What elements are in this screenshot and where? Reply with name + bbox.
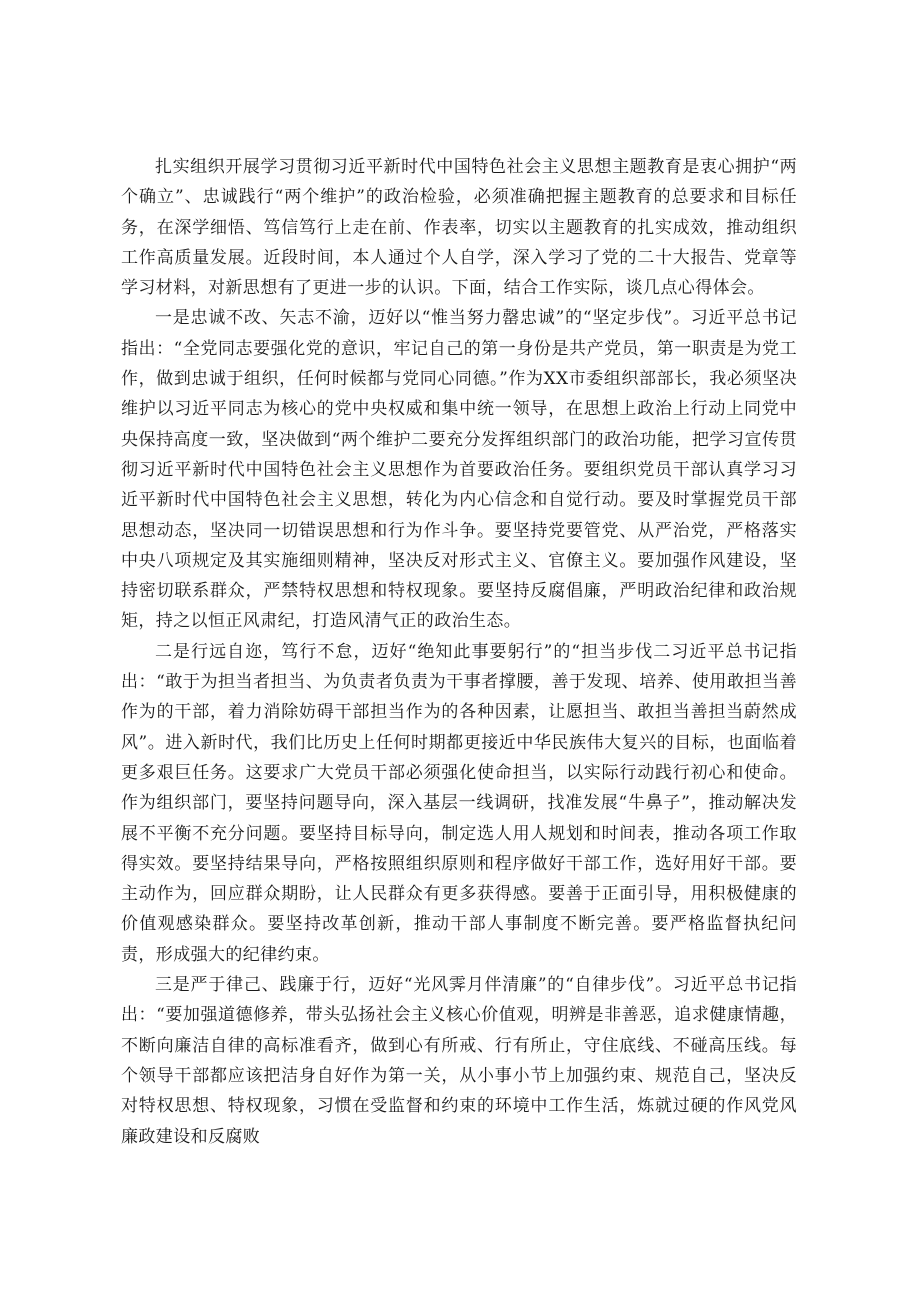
section-two-paragraph: 二是行远自迩，笃行不怠，迈好“绝知此事要躬行”的“担当步伐二习近平总书记指出：“敢于为担当者担当、为负责者负责为干事者撑腰，善于发现、培养、使用敢担当善作为的干部，着力消除妨碍干部担当作为的各种因素，让愿担当、敢担当善担当蔚然成风”。进入新时代，我们比历史上任何时期都更接近中华民族伟大复兴的目标，也面临着更多艰巨任务。这要求广大党员干部必须强化使命担当，以实际行动践行初心和使命。作为组织部门，要坚持问题导向，深入基层一线调研，找准发展“牛鼻子”，推动解决发展不平衡不充分问题。要坚持目标导向，制定选人用人规划和时间表，推动各项工作取得实效。要坚持结果导向，严格按照组织原则和程序做好干部工作，选好用好干部。要主动作为，回应群众期盼，让人民群众有更多获得感。要善于正面引导，用积极健康的价值观感染群众。要坚持改革创新，推动干部人事制度不断完善。要严格监督执纪问责，形成强大的纪律约束。: [121, 641, 797, 965]
intro-paragraph: 扎实组织开展学习贯彻习近平新时代中国特色社会主义思想主题教育是衷心拥护“两个确立”、忠诚践行“两个维护”的政治检验，必须准确把握主题教育的总要求和目标任务，在深学细悟、笃信笃行上走在前、作表率，切实以主题教育的扎实成效，推动组织工作高质量发展。近段时间，本人通过个人自学，深入学习了党的二十大报告、党章等学习材料，对新思想有了更进一步的认识。下面，结合工作实际，谈几点心得体会。: [121, 157, 797, 299]
document-page: [121, 152, 797, 1152]
section-one-paragraph: 一是忠诚不改、矢志不渝，迈好以“惟当努力罄忠诚”的“坚定步伐”。习近平总书记指出：“全党同志要强化党的意识，牢记自己的第一身份是共产党员，第一职责是为党工作，做到忠诚于组织，任何时候都与党同心同德。”作为XX市委组织部部长，我必须坚决维护以习近平同志为核心的党中央权威和集中统一领导，在思想上政治上行动上同党中央保持高度一致，坚决做到“两个维护二要充分发挥组织部门的政治功能，把学习宣传贯彻习近平新时代中国特色社会主义思想作为首要政治任务。要组织党员干部认真学习习近平新时代中国特色社会主义思想，转化为内心信念和自觉行动。要及时掌握党员干部思想动态，坚决同一切错误思想和行为作斗争。要坚持党要管党、从严治党，严格落实中央八项规定及其实施细则精神，坚决反对形式主义、官僚主义。要加强作风建设，坚持密切联系群众，严禁特权思想和特权现象。要坚持反腐倡廉，严明政治纪律和政治规矩，持之以恒正风肃纪，打造风清气正的政治生态。: [121, 308, 797, 632]
section-three-paragraph: 三是严于律己、践廉于行，迈好“光风霁月伴清廉”的“自律步伐”。习近平总书记指出：“要加强道德修养，带头弘扬社会主义核心价值观，明辨是非善恶，追求健康情趣，不断向廉洁自律的高标准看齐，做到心有所戒、行有所止，守住底线、不碰高压线。每个领导干部都应该把洁身自好作为第一关，从小事小节上加强约束、规范自己，坚决反对特权思想、特权现象，习惯在受监督和约束的环境中工作生活，炼就过硬的作风党风廉政建设和反腐败: [121, 975, 797, 1147]
